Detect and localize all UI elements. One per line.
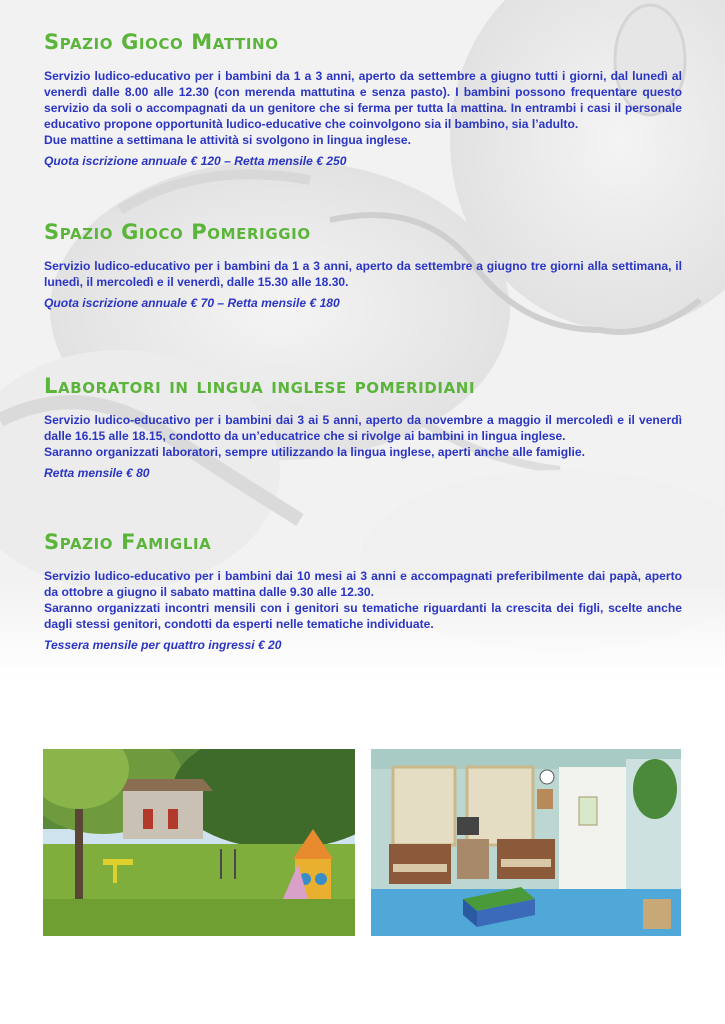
section-title: Spazio Famiglia: [44, 530, 212, 554]
interior-room-photo: [371, 749, 681, 936]
section-paragraph: Servizio ludico-educativo per i bambini dai 3 ai 5 anni, aperto da novembre a maggio il mercoledì e il venerdì dalle 16.15 alle 18.15, condotto da un’educatrice che si rivolge ai bambini in lingua inglese.: [44, 413, 682, 443]
section-spazio-gioco-pomeriggio: [44, 220, 682, 310]
section-paragraph: Saranno organizzati laboratori, sempre utilizzando la lingua inglese, aperti anche alle famiglie.: [44, 445, 585, 459]
section-title: Laboratori in lingua inglese pomeridiani: [44, 374, 476, 398]
section-price: Tessera mensile per quattro ingressi € 20: [44, 638, 282, 652]
section-price: Quota iscrizione annuale € 120 – Retta mensile € 250: [44, 154, 347, 168]
section-laboratori-inglese: [44, 374, 682, 480]
section-paragraph: Due mattine a settimana le attività si svolgono in lingua inglese.: [44, 133, 411, 147]
section-spazio-famiglia: [44, 530, 682, 652]
section-paragraph: Servizio ludico-educativo per i bambini dai 10 mesi ai 3 anni e accompagnati preferibilmente dai papà, aperto da ottobre a giugno il sabato mattina dalle 9.30 alle 12.30.: [44, 569, 682, 599]
section-title: Spazio Gioco Mattino: [44, 30, 279, 54]
garden-playground-photo: [43, 749, 355, 936]
section-price: Retta mensile € 80: [44, 466, 150, 480]
section-paragraph: Saranno organizzati incontri mensili con i genitori su tematiche riguardanti la crescita dei figli, scelte anche dagli stessi genitori, condotti da esperti nelle tematiche individuate.: [44, 601, 682, 631]
section-title: Spazio Gioco Pomeriggio: [44, 220, 311, 244]
section-price: Quota iscrizione annuale € 70 – Retta mensile € 180: [44, 296, 340, 310]
section-spazio-gioco-mattino: [44, 30, 682, 168]
section-paragraph: Servizio ludico-educativo per i bambini da 1 a 3 anni, aperto da settembre a giugno tutti i giorni, dal lunedì al venerdì dalle 8.00 alle 12.30 (con merenda mattutina e senza pasto). I bambini possono frequentare questo servizio da soli o accompagnati da un genitore che si ferma per tutta la mattina. In entrambi i casi il personale educativo propone opportunità ludico-educative che coinvolgono sia il bambino, sia l’adulto.: [44, 69, 682, 131]
section-paragraph: Servizio ludico-educativo per i bambini da 1 a 3 anni, aperto da settembre a giugno tre giorni alla settimana, il lunedì, il mercoledì e il venerdì, dalle 15.30 alle 18.30.: [44, 259, 682, 289]
